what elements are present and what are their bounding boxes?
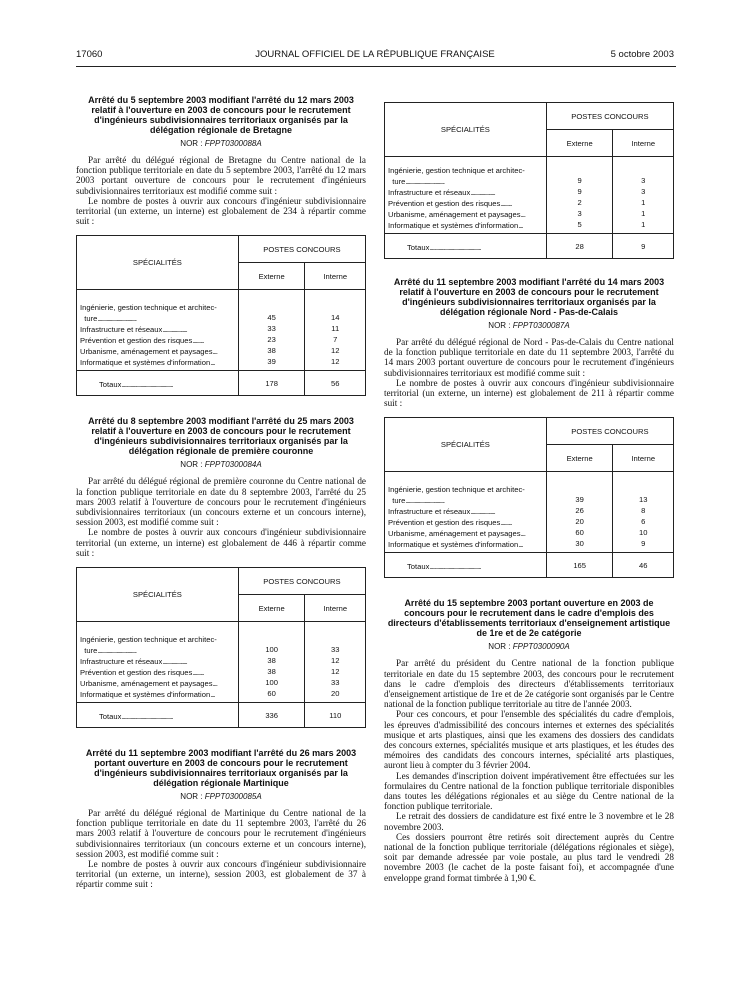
totals-row: Totaux.............................................. 28 9 bbox=[385, 234, 674, 259]
col-header-externe: Externe bbox=[238, 595, 305, 622]
posts-table bbox=[384, 102, 674, 259]
decree-paragraph: Les demandes d'inscription doivent impérativement être effectuées sur les formulaires du Centre national de la fonction publique territoriale disponibles dans toutes les délégations régionales et au siège du Centre national de la fonction publique territoriale. bbox=[384, 770, 674, 812]
col-header-specialites: SPÉCIALITÉS bbox=[385, 103, 547, 157]
issue-date: 5 octobre 2003 bbox=[610, 49, 674, 60]
decree-paragraph: Le nombre de postes à ouvrir aux concours d'ingénieur subdivisionnaire territorial (un externe, un interne) est globalement de 234 à répartir comme suit : bbox=[76, 195, 366, 227]
posts-table bbox=[76, 567, 366, 728]
totals-row: Totaux.............................................. 165 46 bbox=[385, 553, 674, 578]
col-header-interne: Interne bbox=[305, 595, 366, 622]
col-header-postes: POSTES CONCOURS bbox=[238, 236, 365, 263]
nor-reference: NOR : FPPT0300088A bbox=[180, 139, 262, 148]
externe-values: 39 26 20 60 30 bbox=[546, 472, 613, 553]
decree-title: Arrêté du 11 septembre 2003 modifiant l'arrêté du 26 mars 2003 portant ouverture en 2003 de concours pour le recrutement d'ingénieurs subdivisionnaires territoriaux organisés par la délégation régionale Martinique bbox=[85, 748, 357, 789]
right-column bbox=[384, 102, 674, 883]
table-row: Ingénierie, gestion technique et architec- ture................................... Infrastructure et réseaux...................... Prévention et gestion des risques.......... Urbanisme, aménagement et paysages.... Informatique et systèmes d'information.... 9 9 2 3 5 3 3 1 1 1 bbox=[385, 157, 674, 234]
col-header-postes: POSTES CONCOURS bbox=[238, 568, 365, 595]
decree-paragraph: Par arrêté du délégué régional de première couronne du Centre national de la fonction publique territoriale en date du 8 septembre 2003, l'arrêté du 25 mars 2003 relatif à l'ouverture de concours pour le recrutement d'ingénieurs subdivisionnaires territoriaux (un concours externe et un concours interne), session 2003, est modifié comme suit : bbox=[76, 476, 366, 528]
posts-table bbox=[76, 235, 366, 396]
col-header-externe: Externe bbox=[546, 130, 613, 157]
journal-title: JOURNAL OFFICIEL DE LA RÉPUBLIQUE FRANÇAISE bbox=[255, 49, 495, 60]
decree-title: Arrêté du 5 septembre 2003 modifiant l'arrêté du 12 mars 2003 relatif à l'ouverture en 2003 de concours pour le recrutement d'ingénieurs subdivisionnaires territoriaux organisés par la délégation régionale de Bretagne bbox=[88, 95, 354, 135]
col-header-externe: Externe bbox=[546, 445, 613, 472]
decree-paragraph: Par arrêté du délégué régional de Martinique du Centre national de la fonction publique territoriale en date du 11 septembre 2003, l'arrêté du 26 mars 2003 relatif à l'ouverture de concours pour le recrutement d'ingénieurs subdivisionnaires territoriaux (un concours externe et un concours interne), session 2003, est modifié comme suit : bbox=[76, 808, 366, 859]
col-header-externe: Externe bbox=[238, 263, 305, 290]
col-header-postes: POSTES CONCOURS bbox=[546, 418, 673, 445]
table-row: Ingénierie, gestion technique et architec- ture................................... Infrastructure et réseaux...................... Prévention et gestion des risques.......... Urbanisme, aménagement et paysages.... Informatique et systèmes d'information.... 100 38 38 100 60 33 12 12 33 20 bbox=[77, 622, 366, 703]
totals-row: Totaux.............................................. 336 110 bbox=[77, 703, 366, 728]
header-rule bbox=[76, 66, 676, 67]
interne-values: 3 3 1 1 1 bbox=[613, 157, 674, 234]
decree-paragraph: Le nombre de postes à ouvrir aux concours d'ingénieur subdivisionnaire territorial (un externe, un interne) est globalement de 446 à répartir comme suit : bbox=[76, 527, 366, 558]
decree-premiere-couronne bbox=[76, 416, 366, 728]
externe-values: 9 9 2 3 5 bbox=[546, 157, 613, 234]
table-row: Ingénierie, gestion technique et architec- ture................................... Infrastructure et réseaux...................... Prévention et gestion des risques.......... Urbanisme, aménagement et paysages.... Informatique et systèmes d'information.... 45 33 23 38 39 14 11 7 12 12 bbox=[77, 290, 366, 371]
decree-nord-pas-de-calais bbox=[384, 277, 674, 578]
decree-paragraph: Pour ces concours, et pour l'ensemble des spécialités du cadre d'emplois, les épreuves d'admissibilité des concours internes et externes des spécialités musique et arts plastiques, ainsi que les examens des dossiers des candidats des concours externes, spécialités musique et arts plastiques, et les études des mémoires des candidats des concours internes, spécialité arts plastiques, auront lieu à compter du 3 février 2004. bbox=[384, 709, 674, 771]
decree-paragraph: Par arrêté du délégué régional de Bretagne du Centre national de la fonction publique territoriale en date du 5 septembre 2003, l'arrêté du 12 mars 2003 portant ouverture de concours pour le recrutement d'ingénieurs subdivisionnaires territoriaux est modifié comme suit : bbox=[76, 155, 366, 196]
col-header-interne: Interne bbox=[305, 263, 366, 290]
left-column bbox=[76, 95, 366, 890]
decree-title: Arrêté du 15 septembre 2003 portant ouverture en 2003 de concours pour le recrutement dans le cadre d'emplois des directeurs d'établissements territoriaux d'enseignement artistique de 1re et de 2e catégorie bbox=[387, 598, 671, 639]
externe-values: 45 33 23 38 39 bbox=[238, 290, 305, 371]
nor-reference: NOR : FPPT0300087A bbox=[488, 321, 570, 330]
decree-title: Arrêté du 11 septembre 2003 modifiant l'arrêté du 14 mars 2003 relatif à l'ouverture en 2003 de concours pour le recrutement d'ingénieurs subdivisionnaires territoriaux organisés par la délégation régionale Nord - Pas-de-Calais bbox=[393, 277, 665, 317]
col-header-specialites: SPÉCIALITÉS bbox=[385, 418, 547, 472]
nor-reference: NOR : FPPT0300090A bbox=[488, 642, 570, 652]
externe-values: 100 38 38 100 60 bbox=[238, 622, 305, 703]
col-header-postes: POSTES CONCOURS bbox=[546, 103, 673, 130]
decree-paragraph: Le nombre de postes à ouvrir aux concours d'ingénieur subdivisionnaire territorial (un externe, un interne), session 2003, est globalement de 37 à répartir comme suit : bbox=[76, 859, 366, 890]
posts-table bbox=[384, 417, 674, 578]
decree-martinique bbox=[76, 748, 366, 890]
decree-paragraph: Ces dossiers pourront être retirés soit directement auprès du Centre national de la fonction publique territoriale (délégations régionales et siège), soit par demande adressée par voie postale, au plus tard le vendredi 28 novembre 2003 (le cachet de la poste faisant foi), et accompagnée d'une enveloppe grand format timbrée à 1,90 €. bbox=[384, 831, 674, 883]
table-row: Ingénierie, gestion technique et architec- ture................................... Infrastructure et réseaux...................... Prévention et gestion des risques.......... Urbanisme, aménagement et paysages.... Informatique et systèmes d'information.... 39 26 20 60 30 13 8 6 10 9 bbox=[385, 472, 674, 553]
decree-paragraph: Le nombre de postes à ouvrir aux concours d'ingénieur subdivisionnaire territorial (un externe, un interne) est globalement de 211 à répartir comme suit : bbox=[384, 377, 674, 409]
totals-row: Totaux.............................................. 178 56 bbox=[77, 371, 366, 396]
col-header-specialites: SPÉCIALITÉS bbox=[77, 236, 239, 290]
interne-values: 13 8 6 10 9 bbox=[613, 472, 674, 553]
page-header bbox=[76, 49, 674, 65]
decree-paragraph: Par arrêté du président du Centre national de la fonction publique territoriale en date du 15 septembre 2003, des concours pour le recrutement dans le cadre d'emplois des directeurs d'établissements territoriaux d'enseignement artistique de 1re et de 2e catégorie sont organisés par le Centre national de la fonction publique territoriale au titre de l'année 2003. bbox=[384, 658, 674, 710]
nor-reference: NOR : FPPT0300084A bbox=[180, 460, 262, 470]
col-header-interne: Interne bbox=[613, 445, 674, 472]
col-header-specialites: SPÉCIALITÉS bbox=[77, 568, 239, 622]
decree-paragraph: Par arrêté du délégué régional de Nord - Pas-de-Calais du Centre national de la fonction publique territoriale en date du 11 septembre 2003, l'arrêté du 14 mars 2003 portant ouverture de concours pour le recrutement d'ingénieurs subdivisionnaires territoriaux est modifié comme suit : bbox=[384, 337, 674, 378]
decree-paragraph: Le retrait des dossiers de candidature est fixé entre le 3 novembre et le 28 novembre 2003. bbox=[384, 811, 674, 832]
decree-directeurs-enseignement-artistique bbox=[384, 598, 674, 882]
interne-values: 14 11 7 12 12 bbox=[305, 290, 366, 371]
decree-bretagne bbox=[76, 95, 366, 396]
decree-title: Arrêté du 8 septembre 2003 modifiant l'arrêté du 25 mars 2003 relatif à l'ouverture en 2003 de concours pour le recrutement d'ingénieurs subdivisionnaires territoriaux organisés par la délégation régionale de première couronne bbox=[88, 416, 354, 457]
page-number: 17060 bbox=[76, 49, 103, 60]
interne-values: 33 12 12 33 20 bbox=[305, 622, 366, 703]
col-header-interne: Interne bbox=[613, 130, 674, 157]
nor-reference: NOR : FPPT0300085A bbox=[180, 792, 262, 802]
